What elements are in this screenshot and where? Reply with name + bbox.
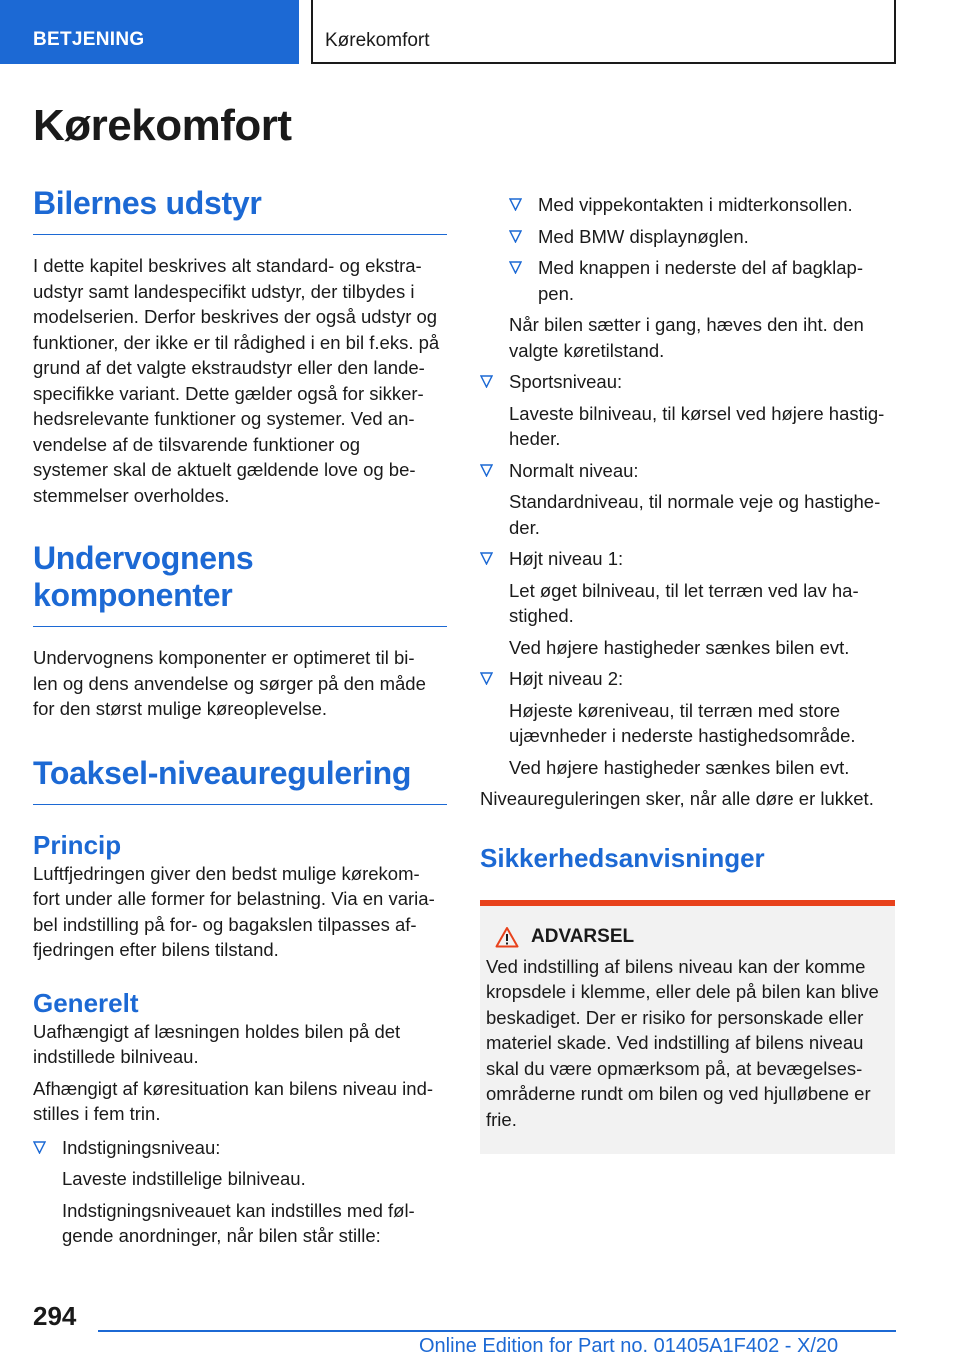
triangle-bullet-icon [509, 198, 522, 211]
page-title: Kørekomfort [33, 101, 292, 150]
sub-item-rocker-switch: Med vippekontakten i midterkonsollen. [480, 192, 895, 218]
footer-divider [98, 1330, 896, 1332]
heading-level-control: Toaksel-niveauregulering [33, 754, 447, 805]
triangle-bullet-icon [509, 230, 522, 243]
heading-equipment: Bilernes udstyr [33, 184, 447, 235]
section-label: BETJENING [33, 29, 145, 50]
warning-triangle-icon [495, 926, 519, 948]
list-item-high-level-2: Højt niveau 2: Højeste køreniveau, til terræn med store ujævnheder i nederste hastighedsområde. Ved højere hastigheder sænkes bilen evt. [480, 666, 895, 780]
triangle-bullet-icon [480, 552, 493, 565]
triangle-bullet-icon [480, 464, 493, 477]
warning-header [495, 926, 887, 948]
heading-general: Generelt [33, 987, 139, 1018]
warning-label: ADVARSEL [531, 925, 635, 947]
triangle-bullet-icon [33, 1141, 46, 1154]
footer-edition: Online Edition for Part no. 01405A1F402 - X/20 [419, 1335, 839, 1357]
list-item-normal-level: Normalt niveau: Standardniveau, til normale veje og hastighe- der. [480, 458, 895, 541]
page-number: 294 [33, 1301, 77, 1331]
equipment-paragraph: I dette kapitel beskrives alt standard- og ekstra- udstyr samt landespecifikt udstyr, der tilbydes i modelserien. Derfor beskrives der også udstyr og funktioner, der ikke er til rådighed i en bil f.eks. på grund af det valgte ekstraudstyr eller den lande- specifikke variant. Dette gælder også for sikker- hedsrelevante funktioner og systemer. Ved an- vendelse af de tilsvarende funktioner og systemer skal de aktuelt gældende love og be- stemmelser overholdes. [33, 255, 440, 506]
triangle-bullet-icon [480, 375, 493, 388]
closing-paragraph: Niveaureguleringen sker, når alle døre er lukket. [480, 788, 874, 809]
general-paragraph-1: Uafhængigt af læsningen holdes bilen på det indstillede bilniveau. [33, 1020, 401, 1067]
heading-principle: Princip [33, 829, 122, 860]
warning-box [480, 900, 895, 1155]
list-item-high-level-1: Højt niveau 1: Let øget bilniveau, til let terræn ved lav ha- stighed. Ved højere hastigheder sænkes bilen evt. [480, 546, 895, 660]
triangle-bullet-icon [509, 261, 522, 274]
list-item-sport-level: Sportsniveau: Laveste bilniveau, til kørsel ved højere hastig- heder. [480, 369, 895, 452]
triangle-bullet-icon [480, 672, 493, 685]
warning-text: Ved indstilling af bilens niveau kan der komme kropsdele i klemme, eller dele på bilen kan blive beskadiget. Der er risiko for personskade eller materiel skade. Ved indstilling af bilens niveau skal du være opmærksom på, at bevægelses- områderne rundt om bilen og ved hjulløbene er frie. [486, 955, 879, 1130]
left-column [33, 100, 447, 1249]
principle-paragraph: Luftfjedringen giver den bedst mulige kørekom- fort under alle former for belastning. Via en varia- bel indstilling på for- og bagakslen tilpasses af- fjedringen efter bilens tilstand. [33, 862, 435, 960]
sub-item-tailgate-button: Med knappen i nederste del af bagklap- pen. [480, 255, 895, 306]
heading-safety: Sikkerhedsanvisninger [480, 842, 765, 873]
heading-chassis: Undervognens komponenter [33, 540, 447, 627]
after-sub-paragraph: Når bilen sætter i gang, hæves den iht. den valgte køretilstand. [509, 314, 864, 361]
chapter-label: Kørekomfort [325, 30, 430, 51]
right-column [480, 192, 895, 1154]
chassis-paragraph: Undervognens komponenter er optimeret til bi- len og dens anvendelse og sørger på den måde for den størst mulige køreoplevelse. [33, 647, 426, 719]
sub-item-display-key: Med BMW displaynøglen. [480, 224, 895, 250]
list-item-entry-level: Indstigningsniveau: Laveste indstillelige bilniveau. Indstigningsniveauet kan indstilles med føl- gende anordninger, når bilen står stille: [33, 1135, 447, 1249]
general-paragraph-2: Afhængigt af køresituation kan bilens niveau ind- stilles i fem trin. [33, 1077, 434, 1124]
